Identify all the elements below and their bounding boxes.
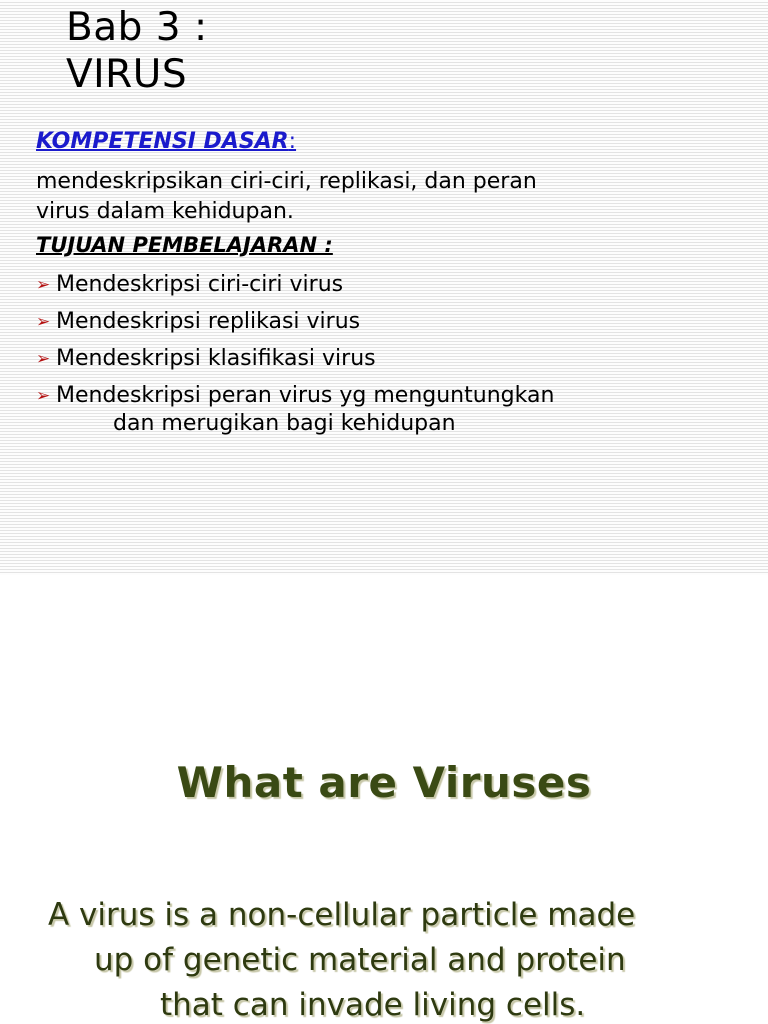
kompetensi-dasar-text — [36, 167, 676, 227]
definition-line1: A virus is a non-cellular particle made — [48, 897, 636, 933]
tujuan-list — [36, 270, 554, 446]
slide-title-line1: Bab 3 : — [66, 5, 208, 50]
tujuan-item — [36, 307, 554, 337]
kompetensi-dasar-colon: : — [288, 129, 297, 154]
tujuan-item-text: Mendeskripsi replikasi virus — [56, 309, 361, 334]
slide-what-are-viruses — [0, 575, 768, 1024]
arrow-bullet-icon: ➢ — [36, 349, 51, 369]
arrow-bullet-icon: ➢ — [36, 275, 51, 295]
kompetensi-dasar-heading — [36, 129, 296, 154]
tujuan-item-text: Mendeskripsi peran virus yg menguntungkan — [56, 383, 555, 408]
arrow-bullet-icon: ➢ — [36, 312, 51, 332]
definition-line2: up of genetic material and protein — [94, 942, 626, 978]
tujuan-item — [36, 270, 554, 300]
kompetensi-text-line1: mendeskripsikan ciri-ciri, replikasi, dan peran — [36, 169, 537, 194]
tujuan-item-continuation: dan merugikan bagi kehidupan — [113, 411, 456, 436]
slide-title-line2: VIRUS — [66, 52, 188, 97]
tujuan-item — [36, 344, 554, 374]
tujuan-item — [36, 381, 554, 439]
tujuan-pembelajaran-heading: TUJUAN PEMBELAJARAN : — [36, 233, 333, 257]
tujuan-item-text: Mendeskripsi ciri-ciri virus — [56, 272, 344, 297]
kompetensi-dasar-label: KOMPETENSI DASAR — [36, 129, 289, 154]
kompetensi-text-line2: virus dalam kehidupan. — [36, 199, 294, 224]
slide-title — [66, 4, 208, 98]
definition-line3: that can invade living cells. — [160, 987, 586, 1023]
arrow-bullet-icon: ➢ — [36, 386, 51, 406]
virus-definition — [0, 893, 768, 1024]
slide-heading: What are Viruses — [176, 758, 592, 807]
tujuan-item-text: Mendeskripsi klasifikasi virus — [56, 346, 376, 371]
